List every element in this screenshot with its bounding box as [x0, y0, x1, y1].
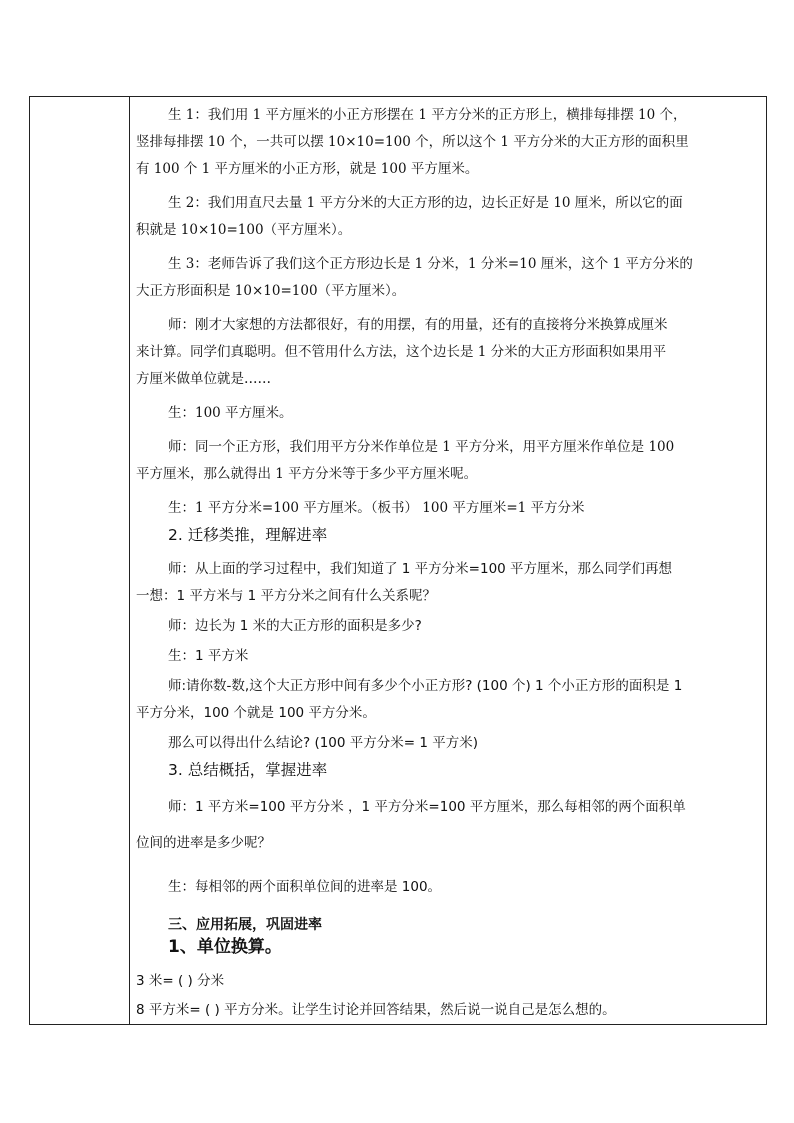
exercise-line: 8 平方米= ( ) 平方分米。让学生讨论并回答结果，然后说一说自己是怎么想的。: [136, 1002, 616, 1018]
text-line: 生 1：我们用 1 平方厘米的小正方形摆在 1 平方分米的正方形上，横排每排摆 10 个，: [168, 107, 687, 123]
text-line: 竖排每排摆 10 个，一共可以摆 10×10=100 个，所以这个 1 平方分米的大正方形的面积里: [136, 134, 689, 150]
lesson-table: [29, 96, 767, 1025]
text-line: 师：刚才大家想的方法都很好，有的用摆，有的用量，还有的直接将分米换算成厘米: [168, 317, 668, 333]
text-line: 师：同一个正方形，我们用平方分米作单位是 1 平方分米，用平方厘米作单位是 100: [168, 439, 675, 455]
section-heading: 三、应用拓展，巩固进率: [168, 917, 322, 933]
text-line: 一想：1 平方米与 1 平方分米之间有什么关系呢？: [136, 588, 437, 604]
text-line: 师:请你数-数,这个大正方形中间有多少个小正方形? (100 个) 1 个小正方形的面积是 1: [168, 678, 683, 694]
subsection-heading: 1、单位换算。: [168, 937, 282, 957]
exercise-line: 3 米= ( ) 分米: [136, 973, 225, 989]
text-line: 师：从上面的学习过程中，我们知道了 1 平方分米=100 平方厘米，那么同学们再想: [168, 561, 673, 577]
text-line: 师：边长为 1 米的大正方形的面积是多少?: [168, 618, 422, 634]
text-line: 生：1 平方分米=100 平方厘米。（板书） 100 平方厘米=1 平方分米: [168, 500, 585, 516]
text-line: 生：100 平方厘米。: [168, 405, 293, 421]
section-heading: 3. 总结概括，掌握进率: [168, 761, 328, 779]
text-line: 平方厘米，那么就得出 1 平方分米等于多少平方厘米呢。: [136, 466, 478, 482]
text-line: 生 3：老师告诉了我们这个正方形边长是 1 分米，1 分米=10 厘米，这个 1 平方分米的: [168, 256, 693, 272]
text-line: 来计算。同学们真聪明。但不管用什么方法，这个边长是 1 分米的大正方形面积如果用平: [136, 344, 667, 360]
text-line: 积就是 10×10=100（平方厘米）。: [136, 222, 352, 238]
text-line: 师：1 平方米=100 平方分米 ，1 平方分米=100 平方厘米，那么每相邻的两个面积单: [168, 799, 686, 815]
text-line: 平方分米，100 个就是 100 平方分米。: [136, 705, 376, 721]
column-divider: [129, 97, 130, 1024]
text-line: 那么可以得出什么结论? (100 平方分米= 1 平方米): [168, 735, 479, 751]
text-line: 有 100 个 1 平方厘米的小正方形，就是 100 平方厘米。: [136, 161, 479, 177]
section-heading: 2. 迁移类推，理解进率: [168, 526, 328, 544]
text-line: 生：每相邻的两个面积单位间的进率是 100。: [168, 879, 442, 895]
text-line: 生：1 平方米: [168, 648, 249, 664]
text-line: 大正方形面积是 10×10=100（平方厘米）。: [136, 283, 406, 299]
text-line: 位间的进率是多少呢？: [136, 835, 271, 851]
text-line: 方厘米做单位就是……: [136, 371, 271, 387]
text-line: 生 2：我们用直尺去量 1 平方分米的大正方形的边，边长正好是 10 厘米，所以它的面: [168, 195, 683, 211]
